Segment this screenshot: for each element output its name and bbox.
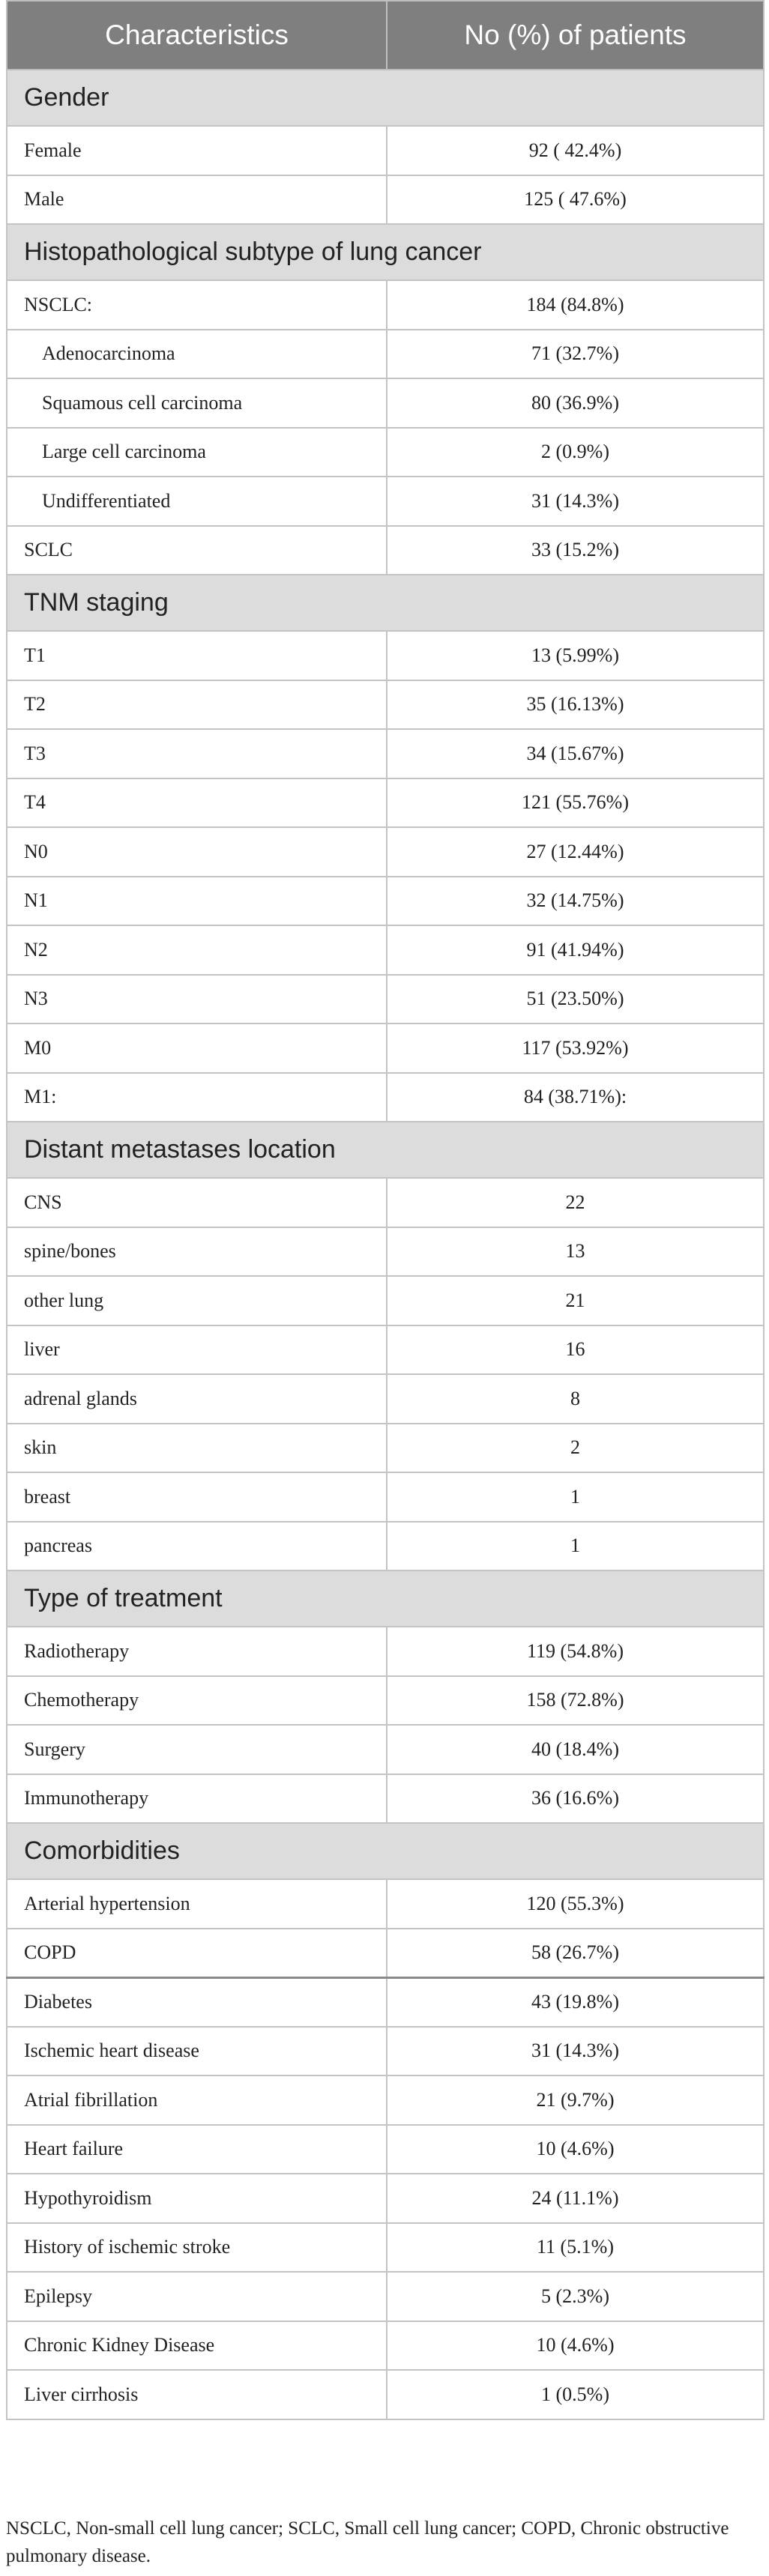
row-value: 158 (72.8%) — [387, 1676, 764, 1726]
row-value: 120 (55.3%) — [387, 1879, 764, 1929]
characteristics-table — [6, 0, 765, 2420]
row-label: Arterial hypertension — [7, 1879, 387, 1929]
row-value: 35 (16.13%) — [387, 680, 764, 730]
section-title: Type of treatment — [7, 1570, 764, 1627]
table-row — [7, 1276, 764, 1325]
row-value: 13 (5.99%) — [387, 631, 764, 680]
row-value: 13 — [387, 1227, 764, 1277]
row-value: 21 — [387, 1276, 764, 1325]
row-label: skin — [7, 1424, 387, 1473]
table-row — [7, 1424, 764, 1473]
row-label: Undifferentiated — [7, 477, 387, 526]
row-value: 184 (84.8%) — [387, 280, 764, 330]
table-row — [7, 1522, 764, 1571]
table-row — [7, 877, 764, 926]
table-row — [7, 1774, 764, 1824]
row-value: 71 (32.7%) — [387, 330, 764, 379]
table-row — [7, 2125, 764, 2174]
row-label: Liver cirrhosis — [7, 2370, 387, 2419]
row-label: NSCLC: — [7, 280, 387, 330]
row-value: 31 (14.3%) — [387, 477, 764, 526]
table-body — [7, 70, 764, 2419]
row-label: Epilepsy — [7, 2272, 387, 2321]
section-title: Histopathological subtype of lung cancer — [7, 224, 764, 280]
row-value: 92 ( 42.4%) — [387, 126, 764, 175]
row-value: 36 (16.6%) — [387, 1774, 764, 1824]
table-row — [7, 1073, 764, 1122]
table-row — [7, 280, 764, 330]
table-row — [7, 378, 764, 428]
table-row — [7, 1325, 764, 1375]
row-value: 125 ( 47.6%) — [387, 175, 764, 225]
row-label: T4 — [7, 778, 387, 828]
table-row — [7, 631, 764, 680]
table-row — [7, 925, 764, 975]
row-label: Chemotherapy — [7, 1676, 387, 1726]
row-value: 58 (26.7%) — [387, 1929, 764, 1978]
table-row — [7, 2272, 764, 2321]
row-value: 32 (14.75%) — [387, 877, 764, 926]
section-header-row — [7, 575, 764, 631]
row-value: 51 (23.50%) — [387, 975, 764, 1024]
row-label: adrenal glands — [7, 1374, 387, 1424]
row-label: Large cell carcinoma — [7, 428, 387, 477]
table-row — [7, 175, 764, 225]
row-value: 117 (53.92%) — [387, 1024, 764, 1073]
table-row — [7, 428, 764, 477]
row-value: 40 (18.4%) — [387, 1725, 764, 1774]
row-label: T2 — [7, 680, 387, 730]
row-label: T1 — [7, 631, 387, 680]
row-label: SCLC — [7, 526, 387, 575]
table-row — [7, 1977, 764, 2027]
row-label: Diabetes — [7, 1977, 387, 2027]
table-row — [7, 2321, 764, 2371]
row-value: 27 (12.44%) — [387, 827, 764, 877]
row-value: 31 (14.3%) — [387, 2027, 764, 2076]
row-value: 80 (36.9%) — [387, 378, 764, 428]
row-label: Adenocarcinoma — [7, 330, 387, 379]
table-row — [7, 2075, 764, 2125]
row-label: other lung — [7, 1276, 387, 1325]
row-label: CNS — [7, 1178, 387, 1227]
section-header-row — [7, 70, 764, 126]
row-label: N0 — [7, 827, 387, 877]
row-value: 91 (41.94%) — [387, 925, 764, 975]
table-row — [7, 126, 764, 175]
row-label: Radiotherapy — [7, 1627, 387, 1676]
table-row — [7, 1929, 764, 1978]
row-label: pancreas — [7, 1522, 387, 1571]
table-row — [7, 975, 764, 1024]
row-label: Ischemic heart disease — [7, 2027, 387, 2076]
row-value: 1 (0.5%) — [387, 2370, 764, 2419]
header-characteristics: Characteristics — [7, 1, 387, 70]
row-label: breast — [7, 1472, 387, 1522]
characteristics-table-container — [6, 0, 763, 2420]
row-value: 84 (38.71%): — [387, 1073, 764, 1122]
row-value: 5 (2.3%) — [387, 2272, 764, 2321]
table-row — [7, 2370, 764, 2419]
row-value: 21 (9.7%) — [387, 2075, 764, 2125]
header-patients: No (%) of patients — [387, 1, 764, 70]
table-header — [7, 1, 764, 70]
section-title: TNM staging — [7, 575, 764, 631]
section-title: Gender — [7, 70, 764, 126]
table-row — [7, 2174, 764, 2223]
row-label: Female — [7, 126, 387, 175]
row-label: Squamous cell carcinoma — [7, 378, 387, 428]
table-row — [7, 526, 764, 575]
table-row — [7, 1374, 764, 1424]
table-row — [7, 477, 764, 526]
row-value: 24 (11.1%) — [387, 2174, 764, 2223]
table-row — [7, 827, 764, 877]
table-row — [7, 1227, 764, 1277]
section-header-row — [7, 1823, 764, 1879]
row-label: M1: — [7, 1073, 387, 1122]
row-value: 121 (55.76%) — [387, 778, 764, 828]
row-label: Immunotherapy — [7, 1774, 387, 1824]
table-row — [7, 2223, 764, 2273]
row-value: 10 (4.6%) — [387, 2321, 764, 2371]
row-label: Male — [7, 175, 387, 225]
row-label: Surgery — [7, 1725, 387, 1774]
row-value: 11 (5.1%) — [387, 2223, 764, 2273]
row-value: 1 — [387, 1522, 764, 1571]
table-row — [7, 1676, 764, 1726]
row-label: Chronic Kidney Disease — [7, 2321, 387, 2371]
table-row — [7, 1627, 764, 1676]
table-row — [7, 2027, 764, 2076]
table-row — [7, 680, 764, 730]
row-value: 2 — [387, 1424, 764, 1473]
row-value: 10 (4.6%) — [387, 2125, 764, 2174]
row-label: spine/bones — [7, 1227, 387, 1277]
row-label: History of ischemic stroke — [7, 2223, 387, 2273]
section-title: Distant metastases location — [7, 1122, 764, 1178]
row-value: 8 — [387, 1374, 764, 1424]
row-value: 119 (54.8%) — [387, 1627, 764, 1676]
row-label: COPD — [7, 1929, 387, 1978]
table-row — [7, 1178, 764, 1227]
row-label: N3 — [7, 975, 387, 1024]
table-row — [7, 1024, 764, 1073]
row-label: Heart failure — [7, 2125, 387, 2174]
row-value: 34 (15.67%) — [387, 729, 764, 778]
table-row — [7, 1472, 764, 1522]
table-row — [7, 1879, 764, 1929]
row-label: N1 — [7, 877, 387, 926]
row-value: 16 — [387, 1325, 764, 1375]
section-title: Comorbidities — [7, 1823, 764, 1879]
row-label: Hypothyroidism — [7, 2174, 387, 2223]
row-label: liver — [7, 1325, 387, 1375]
row-label: N2 — [7, 925, 387, 975]
table-row — [7, 778, 764, 828]
row-value: 43 (19.8%) — [387, 1977, 764, 2027]
row-value: 1 — [387, 1472, 764, 1522]
section-header-row — [7, 1122, 764, 1178]
section-header-row — [7, 224, 764, 280]
row-value: 2 (0.9%) — [387, 428, 764, 477]
row-label: M0 — [7, 1024, 387, 1073]
row-value: 22 — [387, 1178, 764, 1227]
row-label: T3 — [7, 729, 387, 778]
row-value: 33 (15.2%) — [387, 526, 764, 575]
row-label: Atrial fibrillation — [7, 2075, 387, 2125]
table-row — [7, 330, 764, 379]
section-header-row — [7, 1570, 764, 1627]
table-footnote: NSCLC, Non-small cell lung cancer; SCLC, Small cell lung cancer; COPD, Chronic obstructive pulmonary disease. — [6, 2518, 729, 2566]
table-row — [7, 1725, 764, 1774]
table-row — [7, 729, 764, 778]
